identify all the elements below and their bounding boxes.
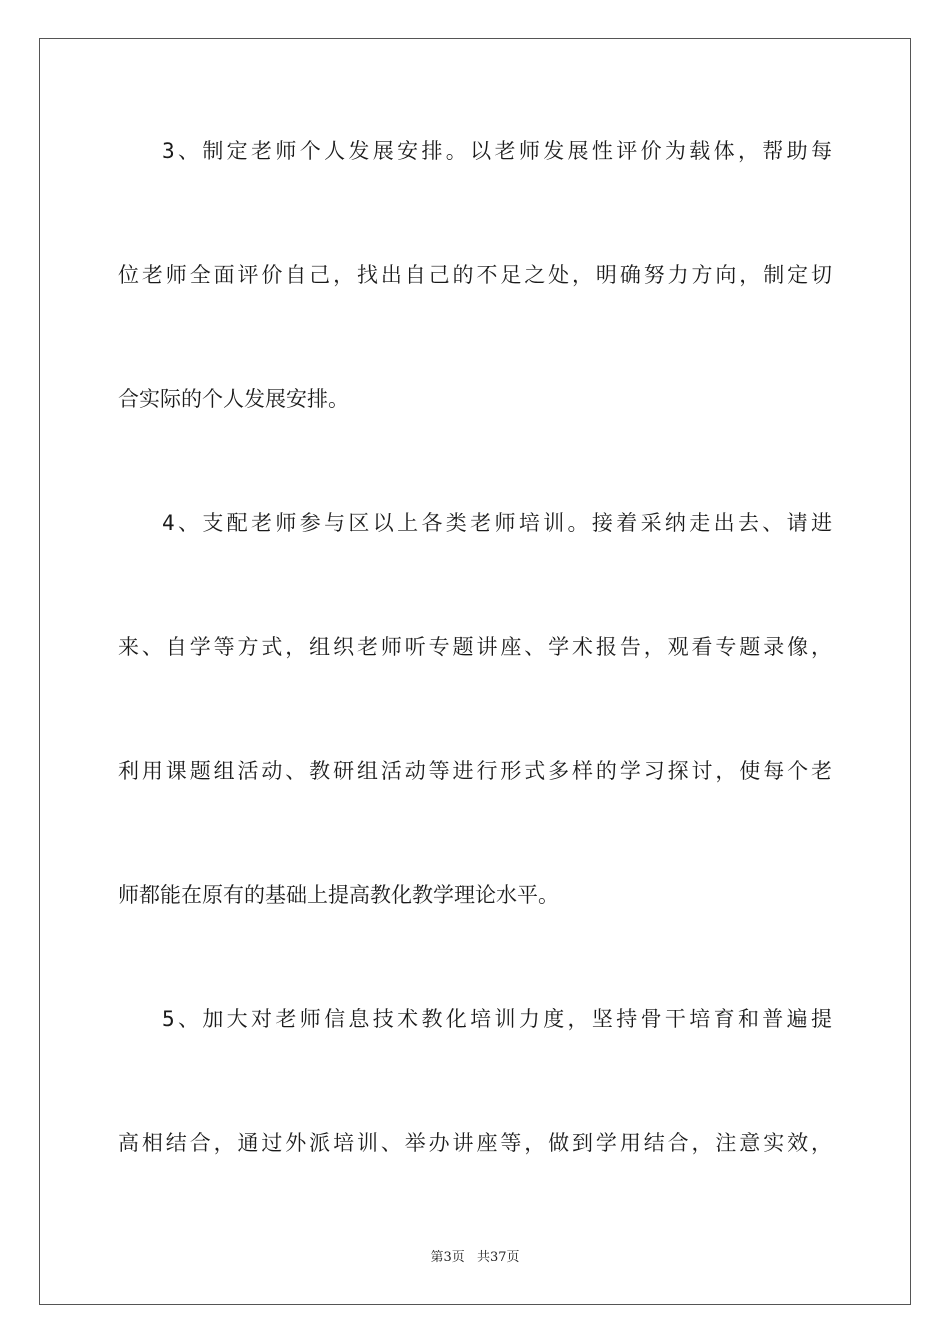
paragraph-3-line-3: 合实际的个人发展安排。: [118, 387, 349, 411]
page-footer: [0, 1246, 950, 1265]
page-number: 第3页: [430, 1250, 465, 1265]
paragraph-3-line-2: 位老师全面评价自己，找出自己的不足之处，明确努力方向，制定切: [118, 263, 832, 287]
paragraph-4-line-3: 利用课题组活动、教研组活动等进行形式多样的学习探讨，使每个老: [118, 759, 832, 783]
page-frame: [39, 38, 911, 1305]
paragraph-3-line-1: 3、制定老师个人发展安排。以老师发展性评价为载体，帮助每: [162, 139, 832, 163]
paragraph-4-line-1: 4、支配老师参与区以上各类老师培训。接着采纳走出去、请进: [162, 511, 832, 535]
paragraph-4-line-2: 来、自学等方式，组织老师听专题讲座、学术报告，观看专题录像，: [118, 635, 832, 659]
paragraph-4-line-4: 师都能在原有的基础上提高教化教学理论水平。: [118, 883, 559, 907]
paragraph-5-line-2: 高相结合，通过外派培训、举办讲座等，做到学用结合，注意实效，: [118, 1131, 832, 1155]
page-total: 共37页: [476, 1250, 520, 1265]
paragraph-5-line-1: 5、加大对老师信息技术教化培训力度，坚持骨干培育和普遍提: [162, 1007, 832, 1031]
